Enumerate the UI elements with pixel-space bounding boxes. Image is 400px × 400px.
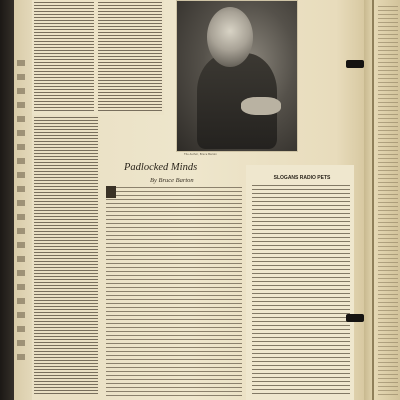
- article-drop-cap: [106, 186, 116, 198]
- next-page-text-block: [378, 6, 398, 396]
- binder-clip-icon: [346, 314, 364, 322]
- clipping-title: SLOGANS RADIO PETS: [273, 175, 331, 181]
- clipping-body-text: [252, 185, 350, 397]
- photo-figure-head: [207, 7, 253, 67]
- pencil-margin-marks: [17, 60, 25, 360]
- photo-figure-hand: [241, 97, 281, 115]
- binder-clip-icon: [346, 60, 364, 68]
- photo-caption: The Author, Bruce Barton: [184, 153, 217, 156]
- newspaper-clipping-top-left: [32, 0, 164, 115]
- author-photo: [176, 0, 298, 152]
- page-edge-line: [372, 0, 374, 400]
- text-column: [34, 2, 94, 113]
- article-body-text: [106, 187, 242, 397]
- newspaper-clipping-right: [246, 165, 354, 400]
- article-clipping: [102, 160, 242, 400]
- newspaper-clipping-left-column: [32, 115, 100, 400]
- article-headline: Padlocked Minds: [124, 162, 198, 173]
- text-column: [98, 2, 162, 113]
- article-byline: By Bruce Barton: [150, 177, 194, 184]
- text-column: [34, 117, 98, 395]
